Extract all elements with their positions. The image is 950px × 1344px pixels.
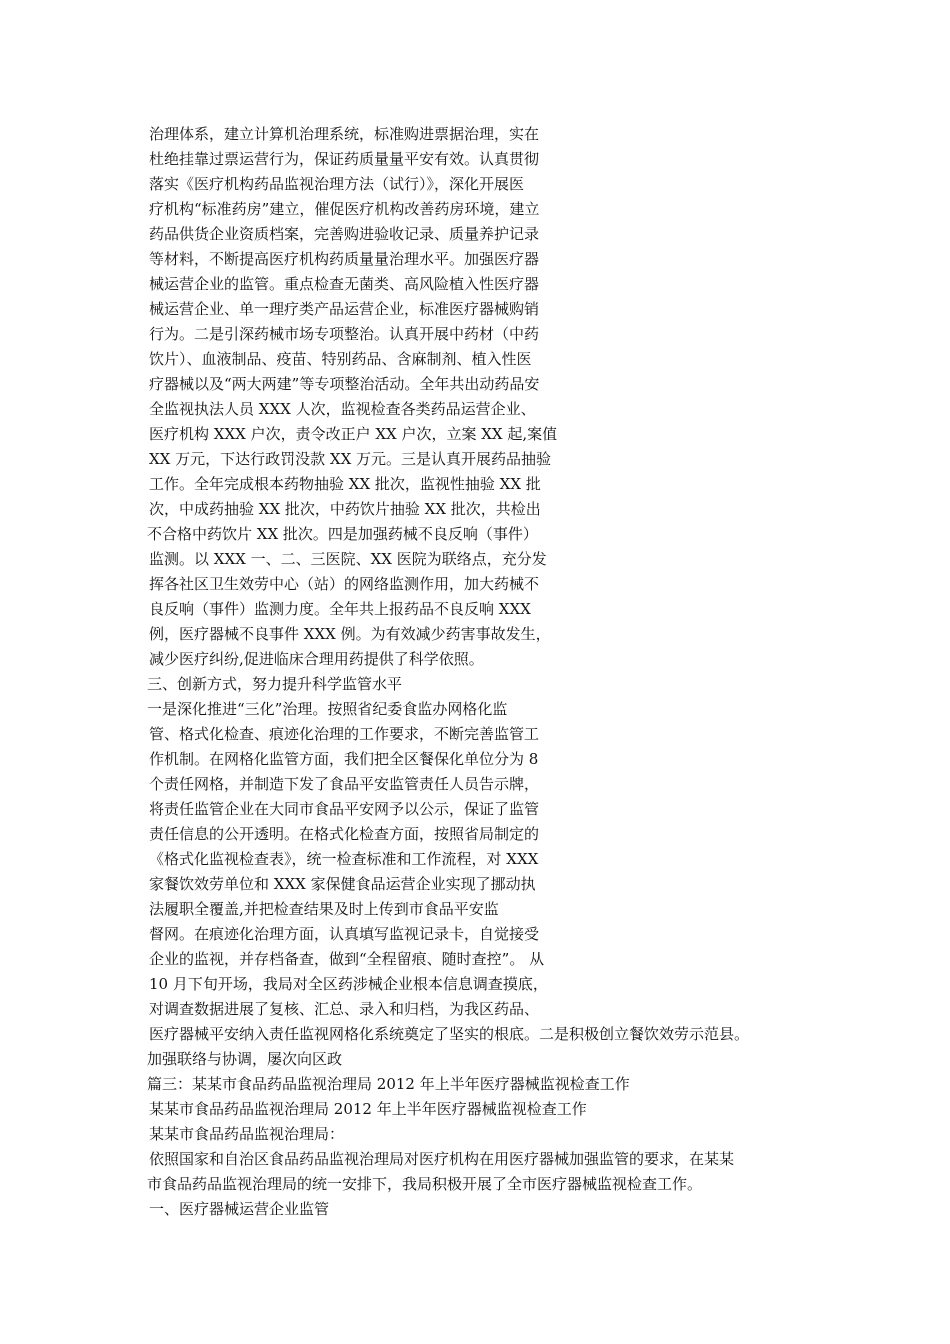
text-line: 家餐饮效劳单位和 XXX 家保健食品运营企业实现了挪动执	[149, 875, 536, 893]
text-line: 对调查数据进展了复核、汇总、录入和归档，为我区药品、	[149, 1000, 540, 1018]
text-line: 治理体系，建立计算机治理系统，标准购进票据治理，实在	[149, 125, 540, 143]
text-line: 疗机构“标准药房”建立，催促医疗机构改善药房环境，建立	[149, 200, 540, 218]
text-line: 10 月下旬开场，我局对全区药涉械企业根本信息调查摸底，	[149, 975, 548, 993]
text-line: 加强联络与协调，屡次向区政	[147, 1050, 343, 1068]
text-line: 监测。以 XXX 一、二、三医院、XX 医院为联络点，充分发	[149, 550, 547, 568]
text-line: 医疗器械平安纳入责任监视网格化系统奠定了坚实的根底。二是积极创立餐饮效劳示范县。	[149, 1025, 750, 1043]
text-line: 挥各社区卫生效劳中心（站）的网络监测作用，加大药械不	[149, 575, 540, 593]
text-line: 个责任网格，并制造下发了食品平安监管责任人员告示牌，	[149, 775, 540, 793]
text-line: 将责任监管企业在大同市食品平安网予以公示，保证了监管	[149, 800, 540, 818]
text-line: 械运营企业、单一理疗类产品运营企业，标准医疗器械购销	[149, 300, 540, 318]
section-heading: 一、医疗器械运营企业监管	[149, 1200, 330, 1218]
text-line: 管、格式化检查、痕迹化治理的工作要求，不断完善监管工	[149, 725, 540, 743]
text-line: 责任信息的公开透明。在格式化检查方面，按照省局制定的	[149, 825, 540, 843]
text-line: 械运营企业的监管。重点检查无菌类、高风险植入性医疗器	[149, 275, 540, 293]
text-line: 饮片）、血液制品、疫苗、特别药品、含麻制剂、植入性医	[149, 350, 532, 368]
text-line: 疗器械以及“两大两建”等专项整治活动。全年共出动药品安	[149, 375, 540, 393]
section-heading: 三、创新方式，努力提升科学监管水平	[147, 675, 403, 693]
text-line: 良反响（事件）监测力度。全年共上报药品不良反响 XXX	[149, 600, 531, 618]
text-line: 不合格中药饮片 XX 批次。四是加强药械不良反响（事件）	[147, 525, 538, 543]
text-line: 依照国家和自治区食品药品监视治理局对医疗机构在用医疗器械加强监管的要求，在某某	[149, 1150, 735, 1168]
text-line: 例，医疗器械不良事件 XXX 例。为有效减少药害事故发生，	[149, 625, 551, 643]
text-line: 药品供货企业资质档案，完善购进验收记录、质量养护记录	[149, 225, 540, 243]
text-line: 工作。全年完成根本药物抽验 XX 批次，监视性抽验 XX 批	[149, 475, 541, 493]
article-title: 篇三：某某市食品药品监视治理局 2012 年上半年医疗器械监视检查工作	[147, 1075, 630, 1093]
text-line: 法履职全覆盖,并把检查结果及时上传到市食品平安监	[149, 900, 499, 918]
text-line: 督网。在痕迹化治理方面，认真填写监视记录卡，自觉接受	[149, 925, 540, 943]
text-line: 全监视执法人员 XXX 人次，监视检查各类药品运营企业、	[149, 400, 536, 418]
text-line: XX 万元，下达行政罚没款 XX 万元。三是认真开展药品抽验	[149, 450, 552, 468]
text-line: 落实《医疗机构药品监视治理方法（试行）》，深化开展医	[149, 175, 525, 193]
text-line: 等材料，不断提高医疗机构药质量量治理水平。加强医疗器	[149, 250, 540, 268]
text-line: 杜绝挂靠过票运营行为，保证药质量量平安有效。认真贯彻	[149, 150, 540, 168]
text-line: 次，中成药抽验 XX 批次，中药饮片抽验 XX 批次，共检出	[149, 500, 541, 518]
text-line: 企业的监视，并存档备查，做到“全程留痕、随时查控”。 从	[149, 950, 545, 968]
text-line: 减少医疗纠纷,促进临床合理用药提供了科学依照。	[149, 650, 484, 668]
text-line: 《格式化监视检查表》，统一检查标准和工作流程，对 XXX	[149, 850, 539, 868]
text-line: 医疗机构 XXX 户次，责令改正户 XX 户次，立案 XX 起,案值	[149, 425, 558, 443]
text-line: 行为。二是引深药械市场专项整治。认真开展中药材（中药	[149, 325, 540, 343]
text-line: 作机制。在网格化监管方面，我们把全区餐保化单位分为 8	[149, 750, 539, 768]
article-subtitle: 某某市食品药品监视治理局 2012 年上半年医疗器械监视检查工作	[149, 1100, 587, 1118]
text-line: 一是深化推进“三化”治理。按照省纪委食监办网格化监	[147, 700, 508, 718]
text-line: 市食品药品监视治理局的统一安排下，我局积极开展了全市医疗器械监视检查工作。	[147, 1175, 703, 1193]
addressee-line: 某某市食品药品监视治理局：	[149, 1125, 345, 1143]
